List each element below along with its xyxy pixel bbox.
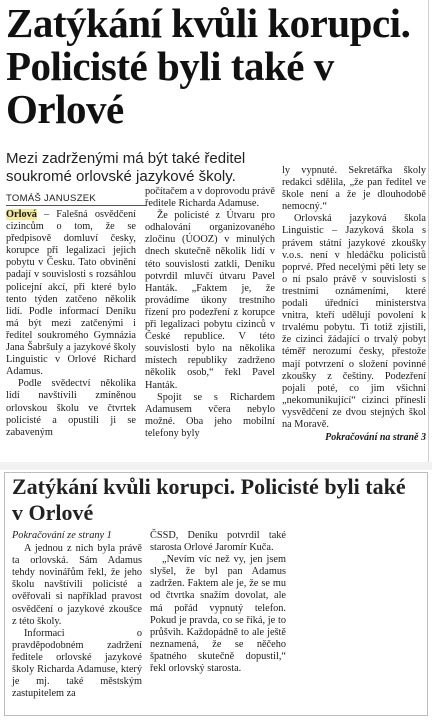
- article1-col2-paragraph: počítačem a v doprovodu právě ředitele Richarda Adamuse.: [145, 186, 275, 210]
- article1-col1-text: – Falešná osvědčení cizincům o tom, že se předpisově domluví česky, korupce při legalizaci jejich pobytu v Česku. Tato obvinění padají v souvislosti s rozsáhlou policejní akcí, při které bylo tento týden zatčeno několik lidí. Podle informací Deníku má být mezi zatčenými i ředitel soukromého Gymnázia Jana Šabršuly a jazykové školy Linguistic v Orlové Richard Adamus.: [6, 209, 136, 378]
- article1-col2-paragraph: Že policisté z Útvaru pro odhalování organizovaného zločinu (ÚOOZ) v minulých dnech skutečně několik lidí v této souvislosti zatkli, Deníku potvrdil mluvčí útvaru Pavel Hanták. „Faktem je, že provádíme úkony trestního řízení pro podezření z korupce při legalizaci pobytu cizinců v České republice. V této souvislosti bylo na několika místech republiky zadrženo několik osob,“ řekl Pavel Hanták.: [145, 210, 275, 391]
- article1-column-2: [145, 186, 275, 440]
- separator-gap: [0, 462, 432, 470]
- dateline: Orlová: [6, 209, 37, 220]
- article1-col1-paragraph: Podle svědectví několika lidí navštívili zmíněnou orlovskou školu ve čtvrtek policisté a opustili ji se zabaveným: [6, 378, 136, 438]
- article1-column-3: [282, 165, 426, 444]
- article1-headline: Zatýkání kvůli korupci. Policisté byli také v Orlové: [6, 0, 411, 132]
- article2-headline: Zatýkání kvůli korupci. Policisté byli také v Orlové: [12, 474, 406, 525]
- article1-col3-paragraph: Orlovská jazyková škola Linguistic – Jazyková škola s právem státní jazykové zkoušky v.o.s. není v hledáčku policistů poprvé. Před necelými pěti lety se o ní psalo právě v souvislosti s trestními oznámeními, které podali úředníci ministerstva vnitra, kteří udělují povolení k trvalému pobytu. Ti totiž zjistili, že cizinci žádající o trvalý pobyt téměř nerozumí česky, přestože mají potvrzení o složení povinné zkoušky z češtiny. Podezření pojali poté, co jim všichni „nekomunikující“ cizinci přinesli vysvědčení ze dvou stejných škol na Moravě.: [282, 213, 426, 430]
- article1-col2-paragraph: Spojit se s Richardem Adamusem včera nebylo možné. Oba jeho mobilní telefony byly: [145, 391, 275, 439]
- article1-col1-paragraph: [6, 209, 136, 378]
- article2-column-2: [150, 530, 286, 675]
- article2-col2-paragraph: „Nevím víc než vy, jen jsem slyšel, že byl pan Adamus zadržen. Faktem ale je, že se mu od čtvrtka snažím dovolat, ale má pořád vypnutý telefon. Pokud je pravda, co se říká, je to průšvih. Každopádně to ale ještě neznamená, že se něčeho špatného skutečně dopustil,“ řekl orlovský starosta.: [150, 554, 286, 675]
- continued-note: Pokračování na straně 3: [325, 432, 426, 444]
- article2-col1-paragraph: A jednou z nich byla právě ta orlovská. Sám Adamus tehdy novinářům řekl, že jeho školu navštívili policisté a ověřovali si například pravost osvědčení o jazykové zkoušce z této školy.: [12, 543, 142, 627]
- from-page-note: Pokračování ze strany 1: [12, 530, 112, 541]
- article1-col3-paragraph: ly vypnuté. Sekretářka školy redakci sdělila, „že pan ředitel ve škole není a že je dlouhodobě nemocný.“: [282, 165, 426, 213]
- article1-author: TOMÁŠ JANUSZEK: [6, 193, 146, 206]
- article2-col1-paragraph: Informaci o pravděpodobném zadržení ředitele orlovské jazykové školy Richarda Adamuse, který je mj. také městským zastupitelem za: [12, 627, 142, 700]
- article2-column-1: [12, 530, 142, 700]
- article1-column-1: [6, 209, 136, 439]
- article1-subheadline: Mezi zadrženými má být také ředitel soukromé orlovské jazykové školy.: [6, 150, 246, 185]
- article2-col2-paragraph: ČSSD, Deníku potvrdil také starosta Orlové Jaromír Kuča.: [150, 530, 286, 554]
